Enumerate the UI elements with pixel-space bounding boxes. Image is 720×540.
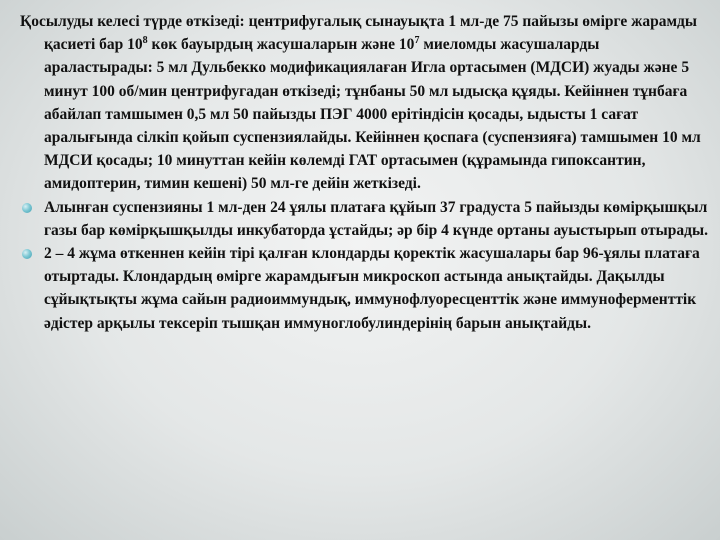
- bullet-item-text: 2 – 4 жұма өткеннен кейін тірі қалған клондарды қоректік жасушалары бар 96-ұялы платаға отыртады. Клондардың өмірге жарамдығын микроскоп астында анықтайды. Дақылды сұйықтықты жұма сайын радиоиммундық, иммунофлуоресценттік және иммуноферменттік әдістер арқылы тексеріп тышқан иммуноглобулиндерінің барын анықтайды.: [44, 245, 700, 332]
- paragraph-text-part-3: миеломды жасушаларды араластырады: 5 мл Дульбекко модификациялаған Игла ортасымен (МДСИ) жуады және 5 минут 100 об/мин центрифугадан өткізеді; тұнбаны 50 мл ыдысқа құяды. Кейіннен тұнбаға абайлап тамшымен 0,5 мл 50 пайызды ПЭГ 4000 ерітіндісін қосады, ыдысты 1 сағат аралығында сілкіп қойып суспензиялайды. Кейіннен қоспаға (суспензияға) тамшымен 10 мл МДСИ қосады; 10 минуттан кейін көлемді ГАТ ортасымен (құрамында гипоксантин, амидоптерин, тимин кешені) 50 мл-ге дейін жеткізеді.: [44, 36, 701, 193]
- superscript-exponent-8: 8: [142, 35, 148, 47]
- paragraph-text-part-2: көк бауырдың жасушаларын және 10: [147, 36, 415, 54]
- bullet-circle-icon: [22, 249, 32, 259]
- bullet-item-incubation: [12, 196, 712, 242]
- superscript-exponent-7: 7: [414, 35, 420, 47]
- bullet-circle-icon: [22, 203, 32, 213]
- bullet-item-clone-selection: [12, 242, 712, 335]
- paragraph-text-part-1: Қосылуды келесі түрде өткізеді: центрифугалық сынауықта 1 мл-де 75 пайызы өмірге жарамды қасиеті бар 10: [20, 13, 697, 54]
- slide-content: [12, 10, 712, 335]
- paragraph-fusion-procedure: [12, 10, 712, 196]
- bullet-item-text: Алынған суспензияны 1 мл-ден 24 ұялы платаға құйып 37 градуста 5 пайызды көмірқышқыл газы бар көмірқышқылды инкубаторда ұстайды; әр бір 4 күнде ортаны ауыстырып отырады.: [44, 198, 708, 239]
